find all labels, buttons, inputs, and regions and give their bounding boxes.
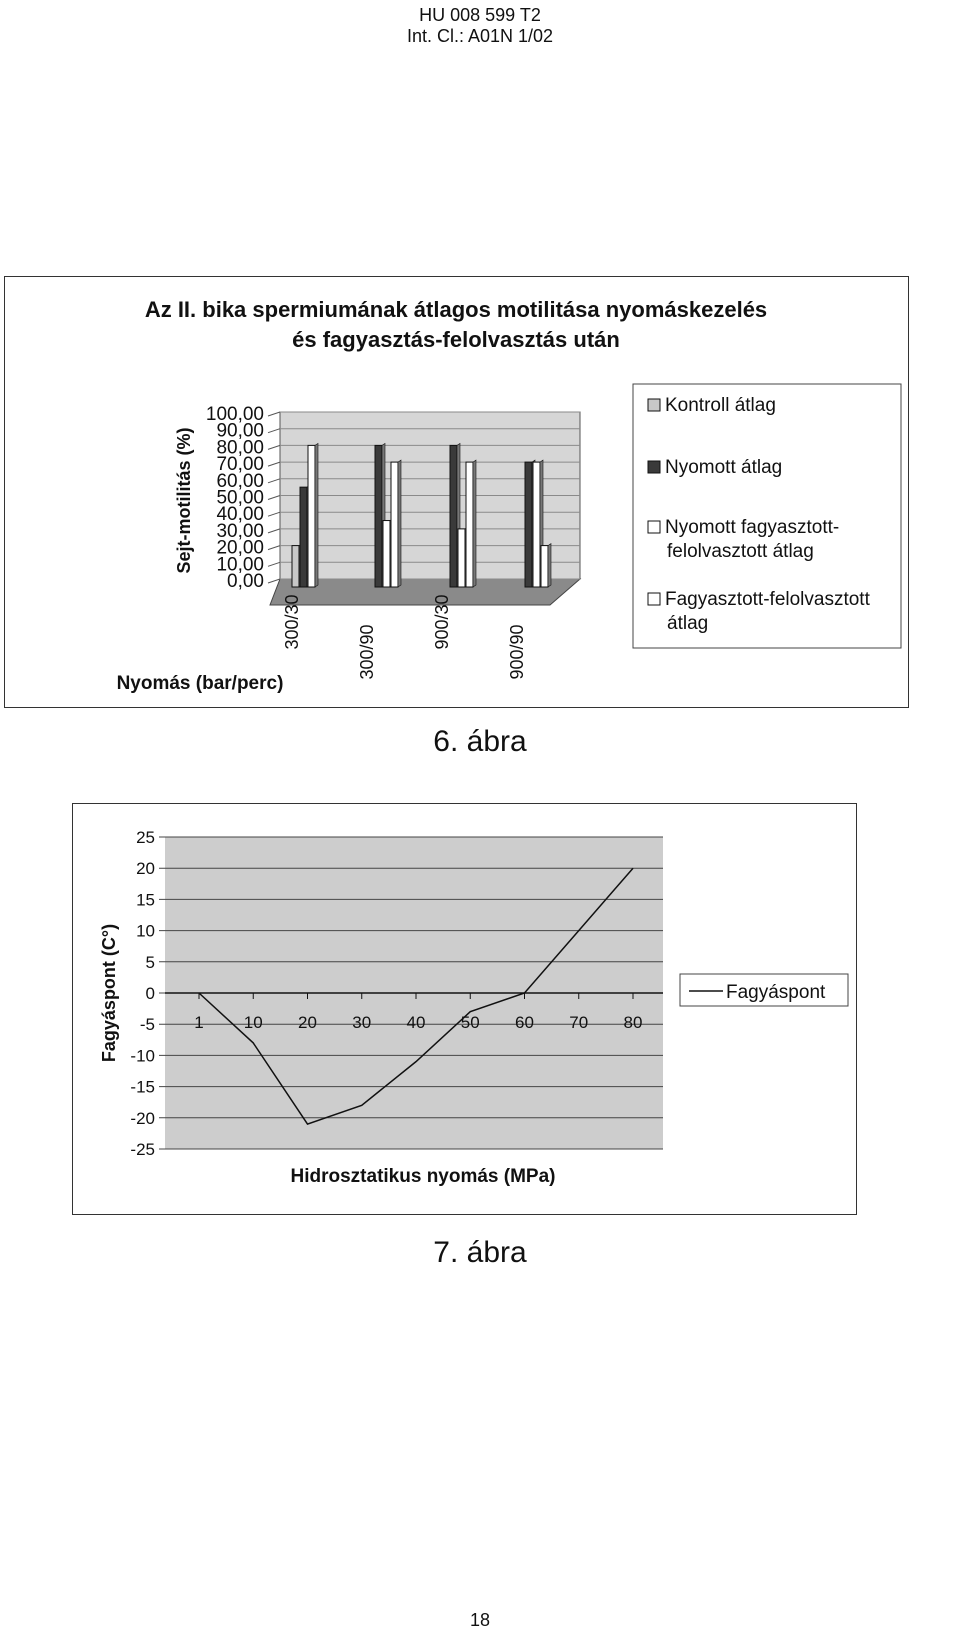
- legend-label: Kontroll átlag: [665, 395, 776, 416]
- y-tick-label: 60,00: [216, 470, 264, 492]
- y-tick-label: 20: [136, 859, 155, 879]
- bar: [375, 445, 382, 587]
- bar: [292, 546, 299, 587]
- y-tick-label: 5: [145, 952, 155, 972]
- gridline-side: [268, 412, 280, 416]
- y-tick-label: 15: [136, 890, 155, 910]
- x-category-label: 900/30: [432, 594, 452, 650]
- legend-label: Fagyáspont: [726, 982, 826, 1003]
- y-tick-label: 80,00: [216, 437, 264, 459]
- document-number: HU 008 599 T2: [419, 5, 541, 25]
- bar: [308, 445, 315, 587]
- y-tick-label: 100,00: [205, 404, 264, 425]
- bar-side: [548, 544, 551, 587]
- y-tick-label: 40,00: [216, 504, 264, 526]
- bar-side: [315, 443, 318, 587]
- x-axis-label: Nyomás (bar/perc): [116, 673, 284, 694]
- y-tick-label: 10,00: [216, 554, 264, 576]
- figure-6-caption: 6. ábra: [433, 725, 527, 758]
- gridline-side: [268, 512, 280, 516]
- legend-label: Fagyasztott-felolvasztott: [665, 589, 870, 610]
- figure-7-caption: 7. ábra: [433, 1236, 527, 1269]
- y-axis-label: Fagyáspont (C°): [99, 923, 119, 1063]
- freezing-point-line-chart: [73, 804, 856, 1214]
- legend-swatch: [648, 521, 660, 533]
- bar: [533, 462, 540, 587]
- bar: [450, 445, 457, 587]
- y-tick-label: -15: [130, 1077, 155, 1097]
- bar: [458, 529, 465, 587]
- legend-label: felolvasztott átlag: [667, 541, 814, 562]
- bar: [391, 462, 398, 587]
- x-tick-label: 30: [352, 1013, 372, 1032]
- y-tick-label: 90,00: [216, 420, 264, 442]
- x-tick-label: 20: [298, 1013, 317, 1032]
- bar: [383, 521, 390, 587]
- x-tick-label: 10: [243, 1013, 263, 1032]
- x-axis-label: Hidrosztatikus nyomás (MPa): [290, 1166, 556, 1187]
- gridline-side: [268, 445, 280, 449]
- y-tick-label: -25: [130, 1140, 155, 1159]
- y-tick-label: 25: [136, 828, 155, 847]
- gridline-side: [268, 496, 280, 500]
- bar: [300, 487, 307, 587]
- figure-7-frame: [72, 803, 857, 1215]
- legend-label: átlag: [667, 613, 709, 634]
- legend-swatch: [648, 399, 660, 411]
- chart-title-line: Az II. bika spermiumának átlagos motilitása nyomáskezelés: [144, 297, 768, 322]
- y-tick-label: 0: [145, 984, 155, 1003]
- bar: [541, 546, 548, 587]
- gridline-side: [268, 562, 280, 566]
- y-tick-label: 10: [136, 921, 155, 941]
- y-tick-label: 50,00: [216, 487, 264, 509]
- x-category-label: 300/90: [357, 624, 377, 680]
- y-tick-label: 20,00: [216, 537, 264, 559]
- y-tick-label: -20: [130, 1108, 155, 1128]
- legend-swatch: [648, 461, 660, 473]
- legend-label: Nyomott átlag: [665, 457, 783, 478]
- y-tick-label: -5: [139, 1015, 155, 1035]
- x-tick-label: 80: [623, 1013, 643, 1032]
- bar: [525, 462, 532, 587]
- legend-label: Nyomott fagyasztott-: [665, 517, 840, 538]
- gridline-side: [268, 429, 280, 433]
- gridline-side: [268, 529, 280, 533]
- gridline-side: [268, 479, 280, 483]
- y-tick-label: 0,00: [227, 571, 264, 592]
- x-tick-label: 1: [194, 1013, 204, 1032]
- bar-side: [398, 460, 401, 587]
- y-axis-label: Sejt-motilitás (%): [174, 427, 194, 574]
- x-category-label: 900/90: [507, 624, 527, 680]
- bar-side: [473, 460, 476, 587]
- y-tick-label: 70,00: [216, 454, 264, 476]
- figure-6-frame: [4, 276, 909, 708]
- chart-title-line: és fagyasztás-felolvasztás után: [292, 327, 620, 352]
- bar: [466, 462, 473, 587]
- x-tick-label: 50: [460, 1013, 480, 1032]
- x-tick-label: 70: [569, 1013, 589, 1032]
- x-tick-label: 40: [406, 1013, 426, 1032]
- x-tick-label: 60: [515, 1013, 534, 1032]
- gridline-side: [268, 546, 280, 550]
- x-category-label: 300/30: [282, 594, 302, 650]
- gridline-side: [268, 462, 280, 466]
- page-number: 18: [469, 1610, 491, 1630]
- legend-swatch: [648, 593, 660, 605]
- motility-bar-chart: [5, 277, 908, 707]
- y-tick-label: -10: [130, 1046, 155, 1066]
- classification-code: Int. Cl.: A01N 1/02: [406, 26, 554, 46]
- y-tick-label: 30,00: [216, 520, 264, 542]
